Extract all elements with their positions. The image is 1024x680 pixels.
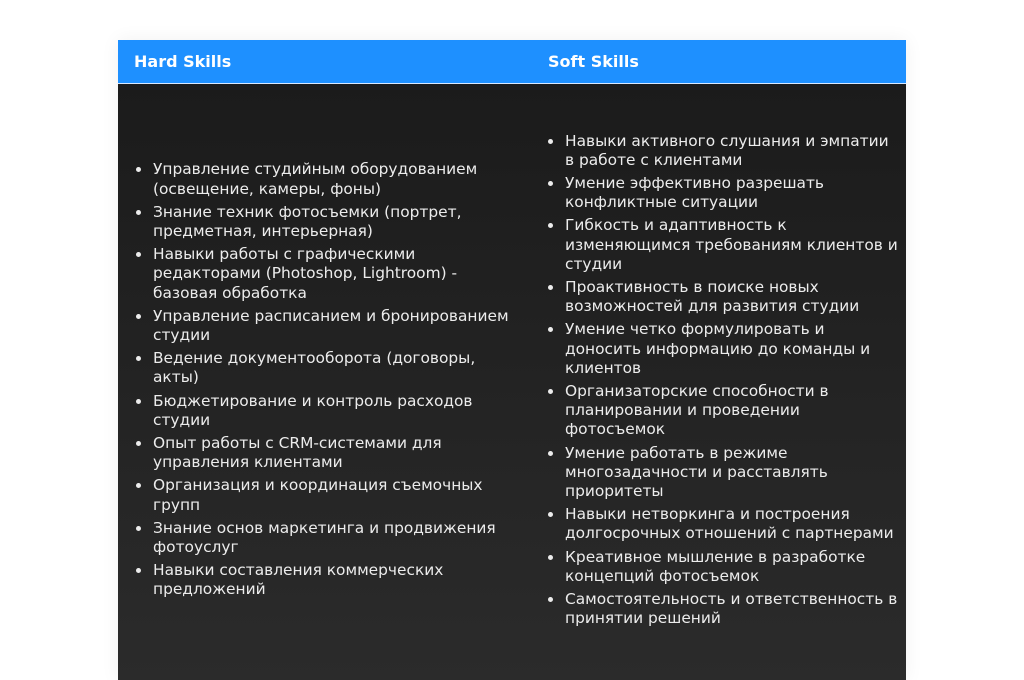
hard-skill-item: Управление расписанием и бронированием студии xyxy=(134,307,524,345)
hard-skill-item: Бюджетирование и контроль расходов студии xyxy=(134,392,524,430)
hard-skill-item: Знание основ маркетинга и продвижения фотоуслуг xyxy=(134,519,524,557)
hard-skills-list xyxy=(134,160,524,603)
soft-skill-item: Умение работать в режиме многозадачности и расставлять приоритеты xyxy=(546,444,902,502)
table-header xyxy=(118,40,906,84)
hard-skill-item: Управление студийным оборудованием (освещение, камеры, фоны) xyxy=(134,160,524,198)
hard-skill-item: Навыки составления коммерческих предложений xyxy=(134,561,524,599)
soft-skill-item: Самостоятельность и ответственность в принятии решений xyxy=(546,590,902,628)
soft-skill-item: Проактивность в поиске новых возможностей для развития студии xyxy=(546,278,902,316)
hard-skill-item: Навыки работы с графическими редакторами (Photoshop, Lightroom) - базовая обработка xyxy=(134,245,524,303)
skills-table xyxy=(118,40,906,680)
soft-skill-item: Гибкость и адаптивность к изменяющимся требованиям клиентов и студии xyxy=(546,216,902,274)
soft-skill-item: Креативное мышление в разработке концепций фотосъемок xyxy=(546,548,902,586)
hard-skills-header: Hard Skills xyxy=(134,52,232,71)
soft-skills-header: Soft Skills xyxy=(548,52,639,71)
soft-skill-item: Умение четко формулировать и доносить информацию до команды и клиентов xyxy=(546,320,902,378)
soft-skill-item: Навыки нетворкинга и построения долгосрочных отношений с партнерами xyxy=(546,505,902,543)
soft-skills-list xyxy=(546,132,902,633)
table-body xyxy=(118,84,906,680)
soft-skill-item: Умение эффективно разрешать конфликтные ситуации xyxy=(546,174,902,212)
soft-skill-item: Навыки активного слушания и эмпатии в работе с клиентами xyxy=(546,132,902,170)
soft-skill-item: Организаторские способности в планировании и проведении фотосъемок xyxy=(546,382,902,440)
soft-skills-column xyxy=(532,84,906,680)
hard-skill-item: Организация и координация съемочных групп xyxy=(134,476,524,514)
hard-skill-item: Ведение документооборота (договоры, акты) xyxy=(134,349,524,387)
hard-skill-item: Опыт работы с CRM-системами для управления клиентами xyxy=(134,434,524,472)
hard-skills-column xyxy=(118,84,532,680)
hard-skill-item: Знание техник фотосъемки (портрет, предметная, интерьерная) xyxy=(134,203,524,241)
